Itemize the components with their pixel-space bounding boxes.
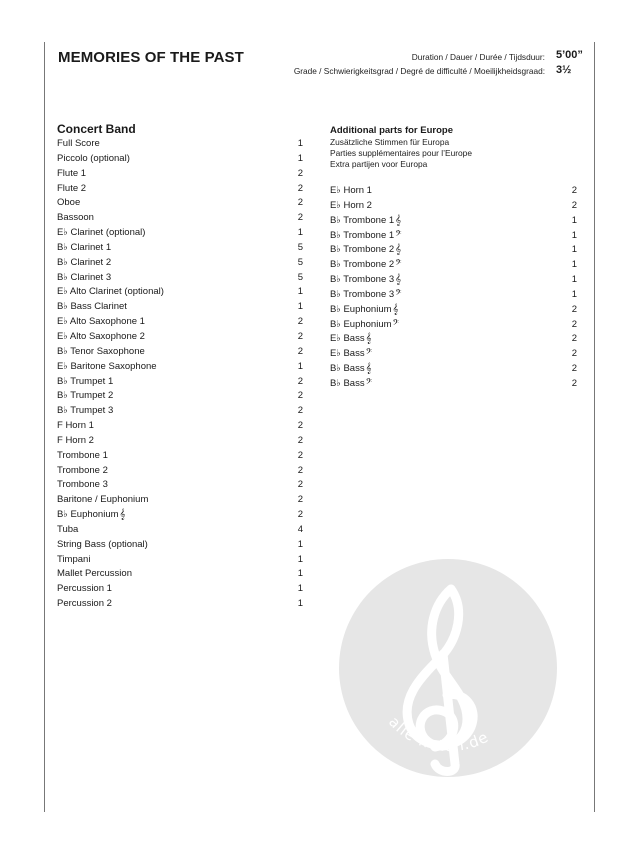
part-row: [330, 318, 577, 333]
part-count: 1: [571, 259, 577, 271]
part-count: 2: [297, 167, 303, 179]
part-row: [57, 523, 303, 538]
part-count: 1: [297, 360, 303, 372]
bass-clef-icon: 𝄢: [365, 377, 373, 389]
part-count: 1: [571, 288, 577, 300]
part-name: Bassoon: [57, 212, 94, 224]
part-row: [57, 404, 303, 419]
part-name: B♭ Trombone 1: [330, 229, 395, 241]
part-row: [57, 434, 303, 449]
treble-clef-icon: 𝄞: [395, 274, 402, 286]
part-count: 1: [571, 274, 577, 286]
part-name: B♭ Bass Clarinet: [57, 301, 127, 313]
part-row: [330, 377, 577, 392]
part-row: [57, 330, 303, 345]
part-row: [57, 137, 303, 152]
part-row: [57, 300, 303, 315]
bass-clef-icon: 𝄢: [392, 318, 399, 330]
part-count: 1: [297, 286, 303, 298]
part-count: 2: [297, 434, 303, 446]
grade-value: 3½: [556, 64, 572, 76]
part-count: 2: [297, 509, 303, 521]
part-row: [330, 303, 577, 318]
part-row: [57, 567, 303, 582]
part-count: 1: [297, 538, 303, 550]
concert-band-heading: Concert Band: [57, 122, 136, 136]
europe-subtitle-dutch: Extra partijen voor Europa: [330, 159, 428, 169]
part-name: B♭ Bass: [330, 377, 365, 389]
part-count: 2: [297, 375, 303, 387]
watermark-seal: [339, 559, 557, 777]
part-row: [330, 258, 577, 273]
svg-text:alle-noten.de: alle-noten.de: [385, 712, 492, 756]
part-name: Percussion 1: [57, 583, 112, 595]
part-count: 1: [297, 152, 303, 164]
part-row: [330, 362, 577, 377]
bass-clef-icon: 𝄢: [365, 348, 373, 360]
part-row: [57, 256, 303, 271]
part-row: [57, 345, 303, 360]
part-name: Trombone 3: [57, 479, 108, 491]
part-row: [330, 347, 577, 362]
part-name: B♭ Trombone 3: [330, 288, 395, 300]
part-name: Flute 1: [57, 167, 87, 179]
part-name: Mallet Percussion: [57, 568, 132, 580]
part-row: [57, 389, 303, 404]
part-name: E♭ Baritone Saxophone: [57, 360, 157, 372]
part-row: [57, 375, 303, 390]
part-count: 4: [297, 523, 303, 535]
part-count: 2: [297, 405, 303, 417]
part-count: 2: [571, 333, 577, 345]
part-count: 2: [297, 212, 303, 224]
part-name: B♭ Bass: [330, 363, 365, 375]
part-name: F Horn 1: [57, 420, 94, 432]
part-count: 2: [571, 377, 577, 389]
part-count: 2: [297, 449, 303, 461]
treble-clef-icon: [339, 559, 557, 777]
europe-subtitle-french: Parties supplémentaires pour l’Europe: [330, 148, 472, 158]
part-count: 2: [297, 464, 303, 476]
part-row: [57, 315, 303, 330]
part-count: 1: [297, 553, 303, 565]
treble-clef-icon: 𝄞: [392, 303, 399, 315]
left-margin-rule: [44, 42, 45, 812]
part-count: 2: [571, 185, 577, 196]
part-name: E♭ Bass: [330, 333, 365, 345]
part-name: Oboe: [57, 197, 81, 209]
part-count: 1: [297, 227, 303, 239]
part-count: 1: [297, 138, 303, 149]
treble-clef-icon: 𝄞: [395, 214, 402, 226]
grade-label: Grade / Schwierigkeitsgrad / Degré de difficulté / Moeilijkheidsgraad:: [293, 66, 545, 76]
part-row: [57, 167, 303, 182]
part-count: 2: [297, 390, 303, 402]
part-name: B♭ Euphonium: [57, 509, 119, 521]
part-row: [57, 285, 303, 300]
europe-parts-heading: Additional parts for Europe: [330, 125, 453, 136]
part-count: 2: [571, 318, 577, 330]
treble-clef-icon: 𝄞: [119, 509, 126, 521]
part-row: [330, 273, 577, 288]
part-row: [57, 582, 303, 597]
part-name: E♭ Bass: [330, 348, 365, 360]
part-count: 2: [571, 303, 577, 315]
part-name: E♭ Horn 2: [330, 199, 372, 211]
part-name: E♭ Alto Clarinet (optional): [57, 286, 164, 298]
part-row: [57, 152, 303, 167]
part-name: Timpani: [57, 553, 91, 565]
part-name: E♭ Alto Saxophone 1: [57, 316, 145, 328]
part-name: Baritone / Euphonium: [57, 494, 149, 506]
part-row: [57, 508, 303, 523]
part-row: [57, 182, 303, 197]
part-row: [330, 332, 577, 347]
part-name: B♭ Trombone 2: [330, 259, 395, 271]
part-name: Flute 2: [57, 182, 87, 194]
part-row: [57, 196, 303, 211]
part-count: 2: [297, 197, 303, 209]
part-count: 5: [297, 256, 303, 268]
piece-title: MEMORIES OF THE PAST: [58, 49, 244, 66]
part-name: Full Score: [57, 138, 100, 149]
part-count: 1: [297, 598, 303, 610]
part-name: Tuba: [57, 523, 79, 535]
part-row: [330, 229, 577, 244]
concert-band-parts-list: [57, 137, 303, 612]
part-row: [57, 226, 303, 241]
part-count: 1: [571, 214, 577, 226]
part-count: 5: [297, 271, 303, 283]
part-row: [330, 184, 577, 199]
europe-subtitle-german: Zusätzliche Stimmen für Europa: [330, 137, 450, 147]
part-row: [57, 241, 303, 256]
part-count: 2: [571, 199, 577, 211]
part-row: [57, 211, 303, 226]
part-count: 2: [297, 316, 303, 328]
part-name: F Horn 2: [57, 434, 94, 446]
part-count: 1: [297, 568, 303, 580]
part-name: B♭ Trumpet 3: [57, 405, 114, 417]
part-name: E♭ Horn 1: [330, 185, 372, 196]
part-row: [57, 538, 303, 553]
part-name: B♭ Clarinet 1: [57, 241, 112, 253]
part-name: Trombone 1: [57, 449, 108, 461]
part-name: B♭ Trombone 3: [330, 274, 395, 286]
part-name: B♭ Tenor Saxophone: [57, 345, 145, 357]
part-row: [57, 597, 303, 612]
part-row: [330, 214, 577, 229]
part-name: B♭ Euphonium: [330, 303, 392, 315]
part-row: [57, 419, 303, 434]
duration-label: Duration / Dauer / Durée / Tijdsduur:: [411, 52, 545, 62]
part-row: [57, 360, 303, 375]
part-name: Percussion 2: [57, 598, 112, 610]
part-row: [57, 449, 303, 464]
part-count: 2: [297, 479, 303, 491]
part-count: 2: [297, 182, 303, 194]
right-margin-rule: [594, 42, 595, 812]
treble-clef-icon: 𝄞: [365, 333, 372, 345]
duration-value: 5’00”: [556, 49, 583, 61]
part-count: 1: [297, 301, 303, 313]
part-name: B♭ Trombone 2: [330, 244, 395, 256]
part-row: [57, 478, 303, 493]
part-count: 1: [297, 583, 303, 595]
europe-parts-list: [330, 184, 577, 392]
treble-clef-icon: 𝄞: [395, 244, 402, 256]
part-name: String Bass (optional): [57, 538, 148, 550]
part-row: [330, 288, 577, 303]
part-count: 1: [571, 244, 577, 256]
part-count: 2: [297, 494, 303, 506]
part-name: B♭ Euphonium: [330, 318, 392, 330]
bass-clef-icon: 𝄢: [395, 259, 402, 271]
part-name: B♭ Trumpet 2: [57, 390, 114, 402]
part-count: 1: [571, 229, 577, 241]
bass-clef-icon: 𝄢: [395, 288, 402, 300]
part-count: 5: [297, 241, 303, 253]
part-count: 2: [297, 345, 303, 357]
part-name: E♭ Alto Saxophone 2: [57, 330, 145, 342]
part-name: B♭ Clarinet 3: [57, 271, 112, 283]
part-row: [57, 271, 303, 286]
part-name: B♭ Trombone 1: [330, 214, 395, 226]
part-count: 2: [571, 348, 577, 360]
part-count: 2: [571, 363, 577, 375]
part-name: B♭ Clarinet 2: [57, 256, 112, 268]
part-name: B♭ Trumpet 1: [57, 375, 114, 387]
part-name: Piccolo (optional): [57, 152, 130, 164]
part-row: [330, 199, 577, 214]
part-row: [57, 493, 303, 508]
part-count: 2: [297, 330, 303, 342]
part-row: [330, 243, 577, 258]
part-name: Trombone 2: [57, 464, 108, 476]
part-row: [57, 464, 303, 479]
bass-clef-icon: 𝄢: [395, 229, 402, 241]
part-row: [57, 553, 303, 568]
part-name: E♭ Clarinet (optional): [57, 227, 146, 239]
treble-clef-icon: 𝄞: [365, 363, 372, 375]
part-count: 2: [297, 420, 303, 432]
